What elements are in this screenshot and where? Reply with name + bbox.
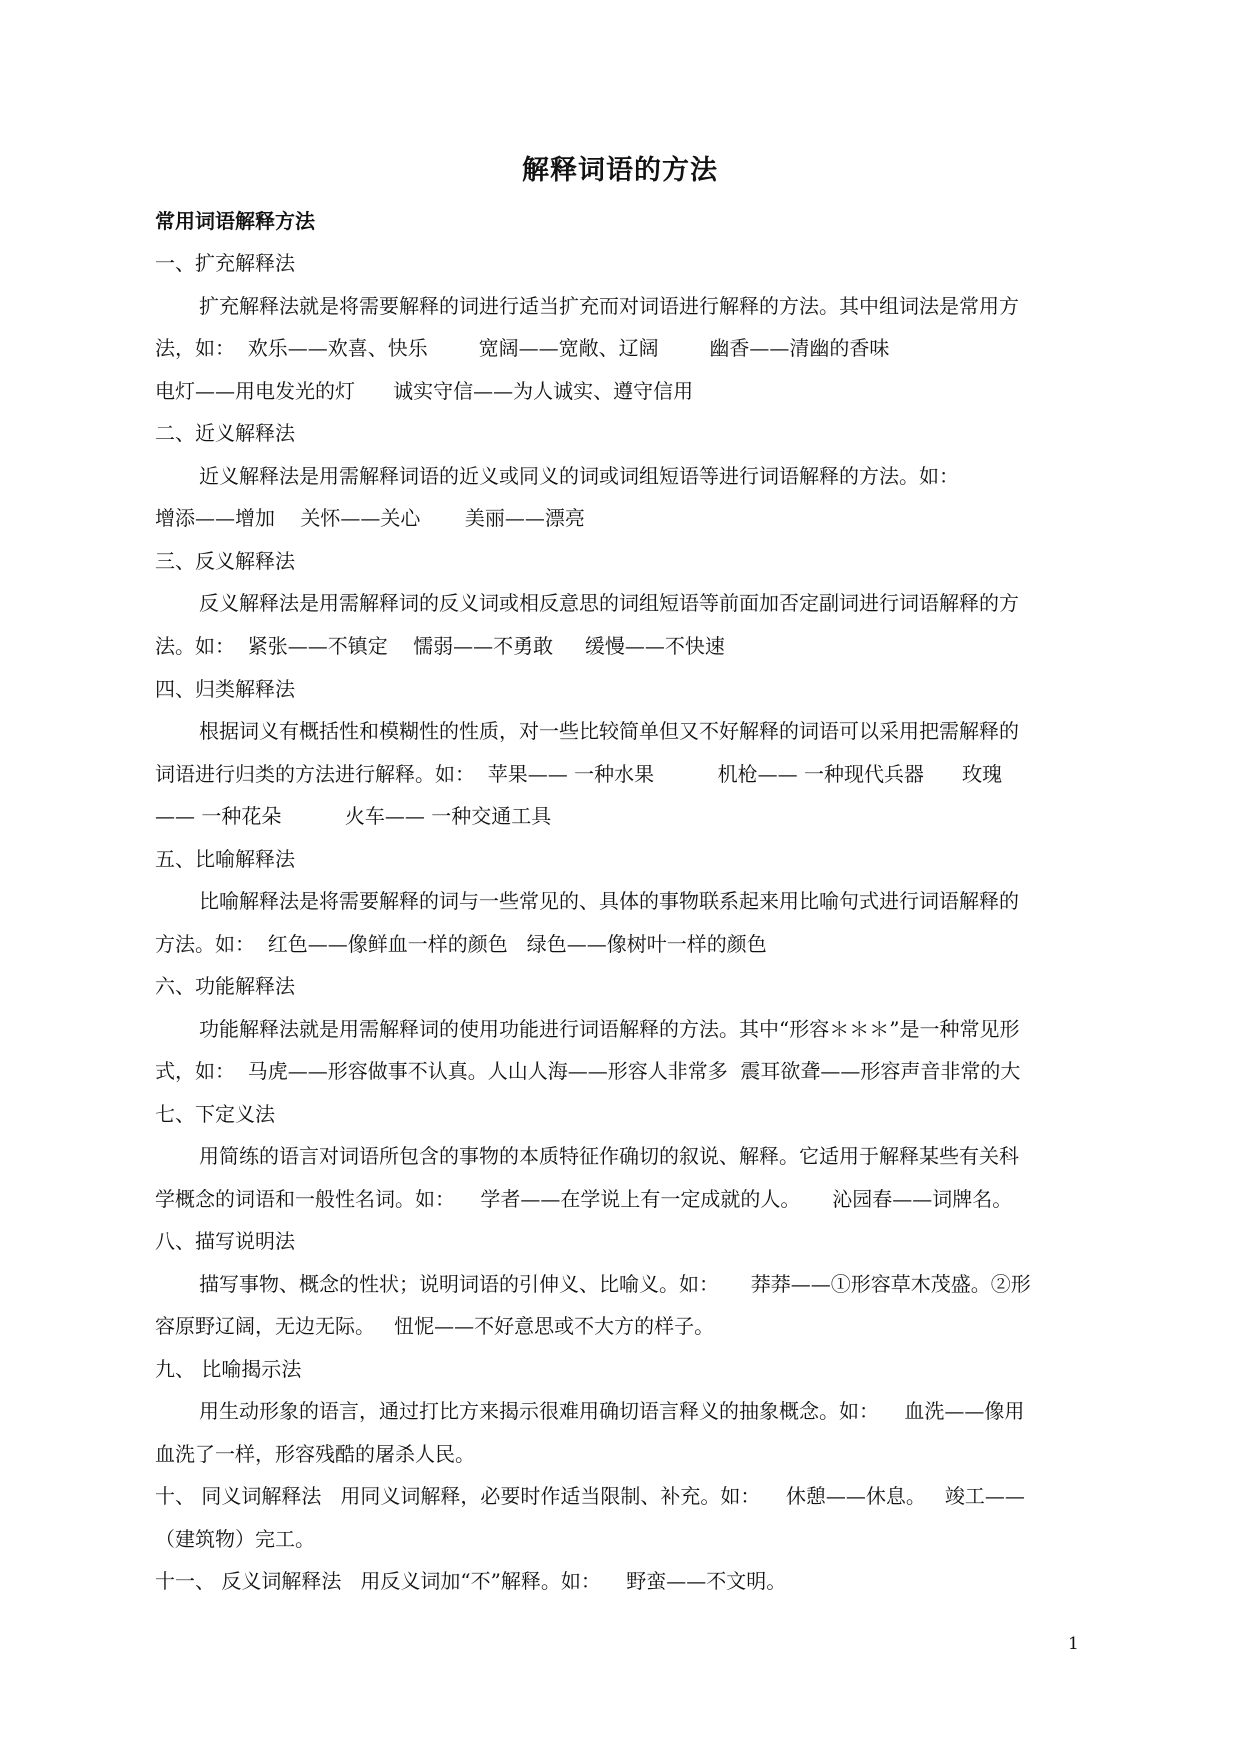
heading-5: 五、比喻解释法 [155,847,295,871]
paragraph-line: 反义解释法是用需解释词的反义词或相反意思的词组短语等前面加否定副词进行词语解释的方 [199,591,1019,615]
paragraph-line: 增添——增加 关怀——关心 美丽——漂亮 [155,506,585,530]
paragraph-line: 比喻解释法是将需要解释的词与一些常见的、具体的事物联系起来用比喻句式进行词语解释的 [199,889,1019,913]
paragraph-line: 近义解释法是用需解释词语的近义或同义的词或词组短语等进行词语解释的方法。如： [199,464,959,488]
paragraph-line: 电灯——用电发光的灯 诚实守信——为人诚实、遵守信用 [155,379,694,403]
heading-2: 二、近义解释法 [155,421,295,445]
paragraph-line: 扩充解释法就是将需要解释的词进行适当扩充而对词语进行解释的方法。其中组词法是常用方 [199,294,1019,318]
paragraph-line: 描写事物、概念的性状；说明词语的引伸义、比喻义。如： 莽莽——①形容草木茂盛。②形 [199,1272,1031,1296]
paragraph-line: 功能解释法就是用需解释词的使用功能进行词语解释的方法。其中“形容＊＊＊”是一种常见形 [199,1017,1020,1041]
paragraph-line: 式，如： 马虎——形容做事不认真。人山人海——形容人非常多 震耳欲聋——形容声音非常的大 [155,1059,1021,1083]
paragraph-line: 用生动形象的语言，通过打比方来揭示很难用确切语言释义的抽象概念。如： 血洗——像用 [199,1399,1025,1423]
heading-8: 八、描写说明法 [155,1229,295,1253]
paragraph-line: 血洗了一样，形容残酷的屠杀人民。 [155,1442,475,1466]
page-title: 解释词语的方法 [522,155,718,186]
heading-4: 四、归类解释法 [155,677,295,701]
paragraph-line: 法，如： 欢乐——欢喜、快乐 宽阔——宽敞、辽阔 幽香——清幽的香味 [155,336,890,360]
paragraph-line: 根据词义有概括性和模糊性的性质，对一些比较简单但又不好解释的词语可以采用把需解释的 [199,719,1019,743]
heading-9: 九、 比喻揭示法 [155,1357,302,1381]
paragraph-line: 用简练的语言对词语所包含的事物的本质特征作确切的叙说、解释。它适用于解释某些有关科 [199,1144,1019,1168]
paragraph-line: 学概念的词语和一般性名词。如： 学者——在学说上有一定成就的人。 沁园春——词牌名。 [155,1187,1013,1211]
heading-7: 七、下定义法 [155,1102,275,1126]
paragraph-line: （建筑物）完工。 [155,1527,315,1551]
heading-1: 一、扩充解释法 [155,251,295,275]
heading-10: 十、 同义词解释法 用同义词解释，必要时作适当限制、补充。如： 休憩——休息。 竣工—— [155,1484,1025,1508]
paragraph-line: 法。如： 紧张——不镇定 懦弱——不勇敢 缓慢——不快速 [155,634,725,658]
heading-11: 十一、 反义词解释法 用反义词加“不”解释。如： 野蛮——不文明。 [155,1569,787,1593]
paragraph-line: 方法。如： 红色——像鲜血一样的颜色 绿色——像树叶一样的颜色 [155,932,767,956]
heading-3: 三、反义解释法 [155,549,295,573]
paragraph-line: 容原野辽阔，无边无际。 忸怩——不好意思或不大方的样子。 [155,1314,715,1338]
section-subtitle: 常用词语解释方法 [155,209,315,233]
paragraph-line: 词语进行归类的方法进行解释。如： 苹果—— 一种水果 机枪—— 一种现代兵器 玫瑰 [155,762,1003,786]
heading-6: 六、功能解释法 [155,974,295,998]
page-number: 1 [1068,1634,1079,1654]
paragraph-line: —— 一种花朵 火车—— 一种交通工具 [155,804,552,828]
